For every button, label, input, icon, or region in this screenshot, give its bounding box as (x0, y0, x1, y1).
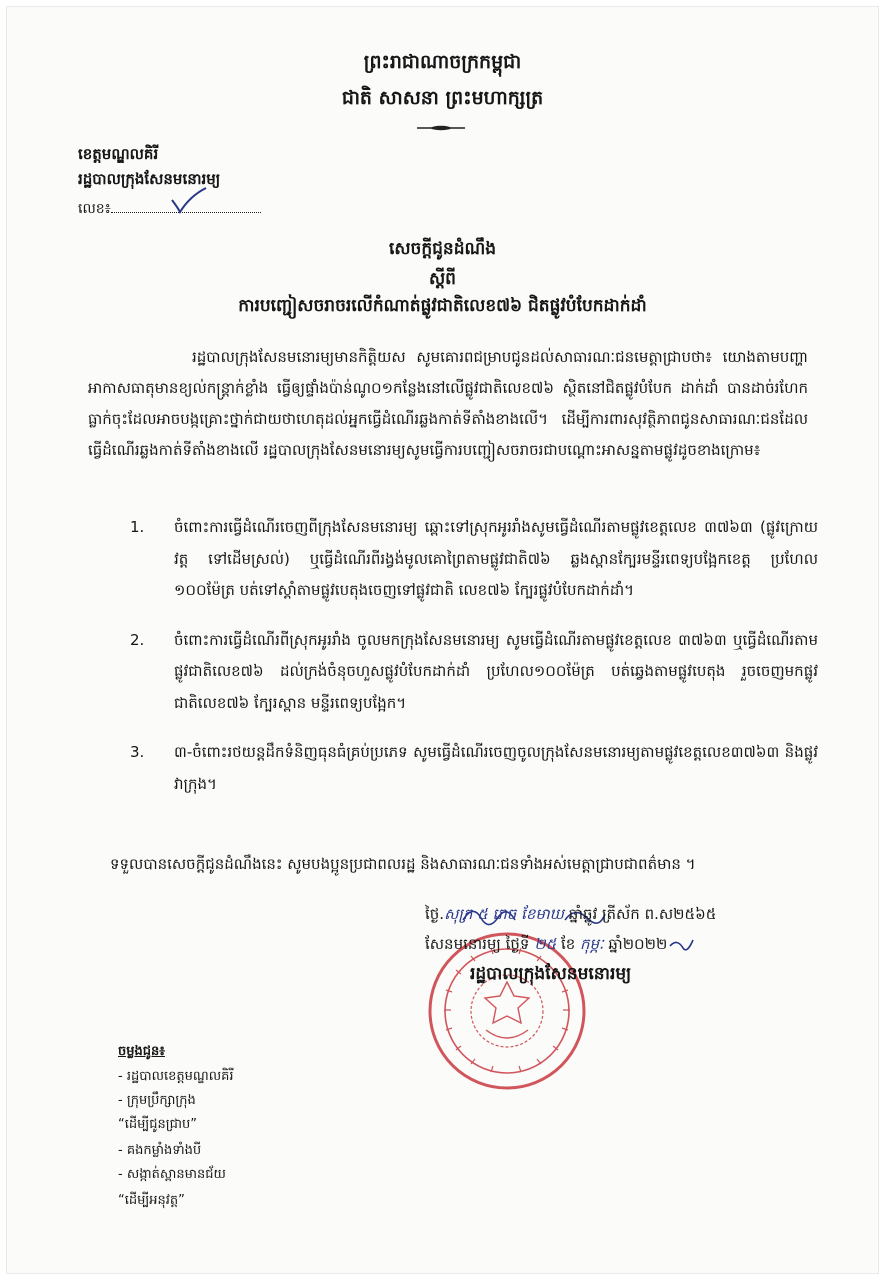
list-item-text: ចំពោះការធ្វើដំណើរចេញពីក្រុងសែនមនោរម្យ ឆ្ពោះទៅស្រុកអូររាំងសូមធ្វើដំណើរតាមផ្លូវខេត្តលេខ ៣៧៦៣ (ផ្លូវក្រោយវត្ត ទៅដើមស្រល់) ឬធ្វើដំណើរពីរង្វង់មូលគោព្រៃតាមផ្លូវជាតិ៧៦ ឆ្លងស្ពានក្បែរមន្ទីរពេទ្យបង្អែកខេត្ត ប្រហែល ១០០ម៉ែត្រ បត់ទៅស្តាំតាមផ្លូវបេតុងចេញទៅផ្លូវជាតិ លេខ៧៦ ក្បែរផ្លូវបំបែកដាក់ដាំ។ (174, 518, 818, 599)
list-item-number: 1. (130, 518, 145, 536)
intro-paragraph: រដ្ឋបាលក្រុងសែនមនោរម្យមានកិត្តិយស សូមគោរពជម្រាបជូនដល់សាធារណៈជនមេត្តាជ្រាបថា៖ យោងតាមបញ្ហាអាកាសធាតុមានខ្យល់កន្ត្រាក់ខ្លាំង ធ្វើឲ្យផ្ទាំងប៉ាន់ណូ០១កន្លែងនៅលើផ្លូវជាតិលេខ៧៦ ស្ថិតនៅជិតផ្លូវបំបែក ដាក់ដាំ បានដាច់រហែកធ្លាក់ចុះដែលអាចបង្កគ្រោះថ្នាក់ជាយថាហេតុដល់អ្នកធ្វើដំណើរឆ្លងកាត់ទីតាំងខាងលើ។ ដើម្បីការពារសុវត្ថិភាពជូនសាធារណៈជនដែលធ្វើដំណើរឆ្លងកាត់ទីតាំងខាងលើ រដ្ឋបាលក្រុងសែនមនោរម្យសូមធ្វើការបញ្ជៀសចរាចរជាបណ្តោះអាសន្នតាមផ្លូវដូចខាងក្រោម៖ (88, 348, 808, 459)
notice-title: សេចក្តីជូនដំណឹង (388, 239, 497, 259)
header-ornament-divider (415, 124, 467, 132)
solar-date-line (425, 935, 667, 957)
recipient-item: - គងកម្លាំងទាំងបី (118, 1143, 202, 1158)
solar-date-month-label: ខែ (556, 935, 581, 953)
closing-sentence: ទទួលបានសេចក្តីជូនដំណឹងនេះ សូមបងប្អូនប្រជាពលរដ្ឋ និងសាធារណៈជនទាំងអស់មេត្តាជ្រាបជាពត៌មាន ។ (110, 855, 696, 873)
list-item (130, 512, 818, 607)
recipient-note: “ដើម្បីអនុវត្ត” (118, 1193, 185, 1208)
recipients-heading: ចម្លងជូន៖ (118, 1044, 165, 1059)
detour-list (130, 512, 818, 818)
list-item-number: 2. (130, 630, 145, 649)
list-item-text: ៣-ចំពោះរថយន្តដឹកទំនិញធុនធំគ្រប់ប្រភេទ សូមធ្វើដំណើរចេញចូលក្រុងសែនមនោរម្យតាមផ្លូវខេត្តលេខ៣៧៦៣ និងផ្លូវវាក្រុង។ (174, 743, 818, 793)
solar-date-year: ឆ្នាំ២០២២ (603, 935, 668, 953)
sender-city-admin: រដ្ឋបាលក្រុងសែនមនោរម្យ (78, 170, 221, 188)
list-item (130, 737, 818, 800)
lunar-date-handwritten: សុក្រ ៥ រោច ខែមាឃ (444, 905, 564, 923)
list-item-text: ចំពោះការធ្វើដំណើរពីស្រុកអូររាំង ចូលមកក្រុងសែនមនោរម្យ សូមធ្វើដំណើរតាមផ្លូវខេត្តលេខ ៣៧៦៣ ឬធ្វើដំណើរតាមផ្លូវជាតិលេខ៧៦ ដល់ក្រង់ចំនុចហួសផ្លូវបំបែកដាក់ដាំ ប្រហែល១០០ម៉ែត្រ បត់ឆ្វេងតាមផ្លូវបេតុង រួចចេញមកផ្លូវជាតិលេខ៧៦ ក្បែរស្ពាន មន្ទីរពេទ្យបង្អែក។ (174, 630, 818, 712)
recipient-item: - រដ្ឋបាលខេត្តមណ្ឌលគិរី (118, 1069, 234, 1084)
issuing-authority: រដ្ឋបាលក្រុងសែនមនោរម្យ (470, 964, 632, 984)
reference-label: លេខ៖ (78, 201, 111, 217)
lunar-date-line (425, 905, 716, 927)
recipient-item: - ក្រុមប្រឹក្សាក្រុង (118, 1093, 196, 1108)
recipient-note: “ដើម្បីជូនជ្រាប” (118, 1117, 197, 1132)
lunar-date-label: ថ្ងៃ. (425, 905, 445, 923)
solar-date-label: សែនមនោរម្យ ថ្ងៃទី (425, 935, 535, 953)
recipient-item: - សង្កាត់ស្ពានមានជ័យ (118, 1167, 226, 1182)
solar-date-day: ២៥ (534, 935, 557, 953)
kingdom-header: ព្រះរាជាណាចក្រកម្ពុជា (363, 51, 522, 73)
list-item (130, 625, 818, 720)
national-motto: ជាតិ សាសនា ព្រះមហាក្សត្រ (341, 87, 544, 109)
handwritten-checkmark (168, 186, 208, 216)
list-item-number: 3. (130, 743, 145, 761)
lunar-date-rest: ឆ្នាំឆ្លូវ ត្រីស័ក ព.ស២៥៦៥ (563, 905, 717, 923)
solar-date-month: កុម្ភៈ (580, 935, 604, 953)
notice-subject: ការបញ្ជៀសចរាចរលើកំណាត់ផ្លូវជាតិលេខ៧៦ ជិតផ្លូវបំបែកដាក់ដាំ (238, 296, 647, 316)
sender-province: ខេត្តមណ្ឌលគិរី (78, 145, 159, 163)
notice-subject-label: ស្តីពី (429, 269, 456, 289)
